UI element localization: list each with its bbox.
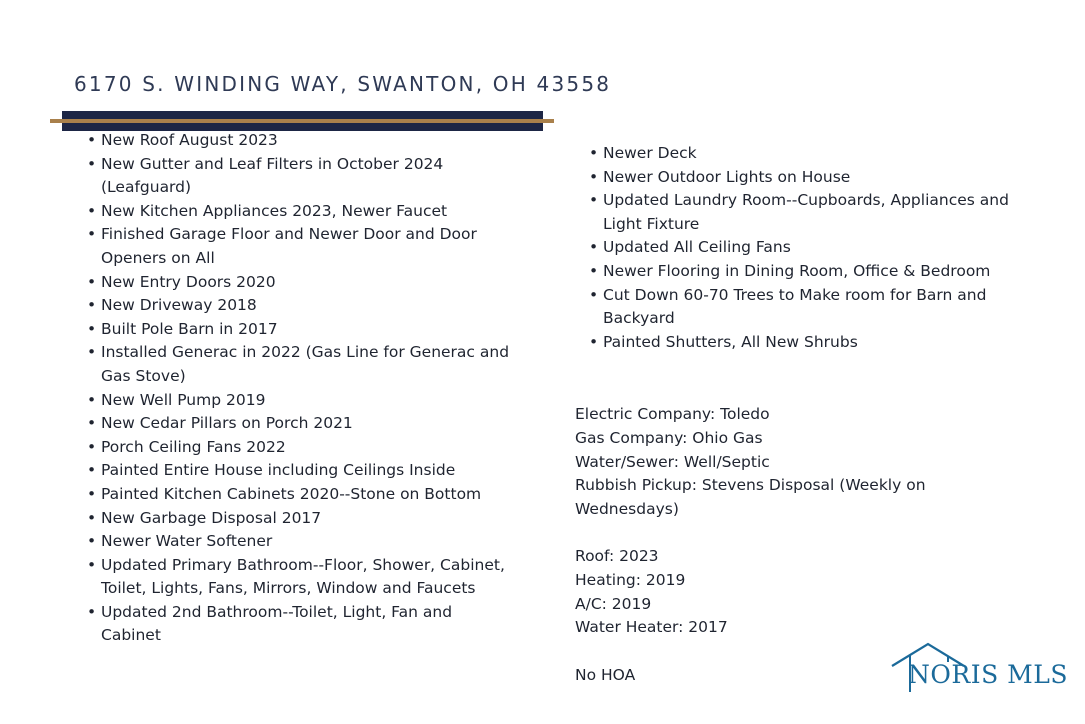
list-item: • Newer Flooring in Dining Room, Office & Bedroom [576,260,1026,284]
list-item: • Painted Shutters, All New Shrubs [576,331,1026,355]
list-item: • New Cedar Pillars on Porch 2021 [74,412,514,436]
electric-company: Electric Company: Toledo [575,405,770,423]
noris-mls-logo [890,640,1066,696]
list-item: • Painted Kitchen Cabinets 2020--Stone on Bottom [74,483,514,507]
list-item: • Updated Primary Bathroom--Floor, Shower, Cabinet, Toilet, Lights, Fans, Mirrors, Window and Faucets [74,554,514,601]
list-item: • Finished Garage Floor and Newer Door and Door Openers on All [74,223,514,270]
list-item: • Installed Generac in 2022 (Gas Line for Generac and Gas Stove) [74,341,514,388]
list-item: • New Kitchen Appliances 2023, Newer Faucet [74,200,514,224]
list-item: • New Roof August 2023 [74,129,514,153]
list-item: • New Well Pump 2019 [74,389,514,413]
list-item: • Cut Down 60-70 Trees to Make room for Barn and Backyard [576,284,1026,331]
list-item: • Painted Entire House including Ceilings Inside [74,459,514,483]
page-title: 6170 S. WINDING WAY, SWANTON, OH 43558 [74,72,612,96]
left-feature-list [74,129,514,648]
list-item: • Porch Ceiling Fans 2022 [74,436,514,460]
list-item: • New Garbage Disposal 2017 [74,507,514,531]
list-item: • New Driveway 2018 [74,294,514,318]
right-feature-list [576,142,1026,354]
rubbish-pickup: Rubbish Pickup: Stevens Disposal (Weekly on Wednesdays) [575,476,926,519]
ac-year: A/C: 2019 [575,594,652,613]
water-heater-year: Water Heater: 2017 [575,618,728,637]
list-item: • Updated 2nd Bathroom--Toilet, Light, Fan and Cabinet [74,601,514,648]
title-underline-gold-line [50,119,554,123]
hoa-note: No HOA [575,666,636,684]
heating-year: Heating: 2019 [575,570,686,589]
utilities-block [575,403,1025,522]
systems-age-block [575,545,1025,640]
logo-text: NORIS MLS [908,660,1068,689]
gas-company: Gas Company: Ohio Gas [575,428,763,447]
roof-year: Roof: 2023 [575,547,659,565]
list-item: • Newer Water Softener [74,530,514,554]
list-item: • Updated All Ceiling Fans [576,236,1026,260]
list-item: • Newer Deck [576,142,1026,166]
list-item: • Newer Outdoor Lights on House [576,166,1026,190]
list-item: • Updated Laundry Room--Cupboards, Appliances and Light Fixture [576,189,1026,236]
water-sewer: Water/Sewer: Well/Septic [575,452,770,471]
list-item: • Built Pole Barn in 2017 [74,318,514,342]
list-item: • New Gutter and Leaf Filters in October 2024 (Leafguard) [74,153,514,200]
list-item: • New Entry Doors 2020 [74,271,514,295]
